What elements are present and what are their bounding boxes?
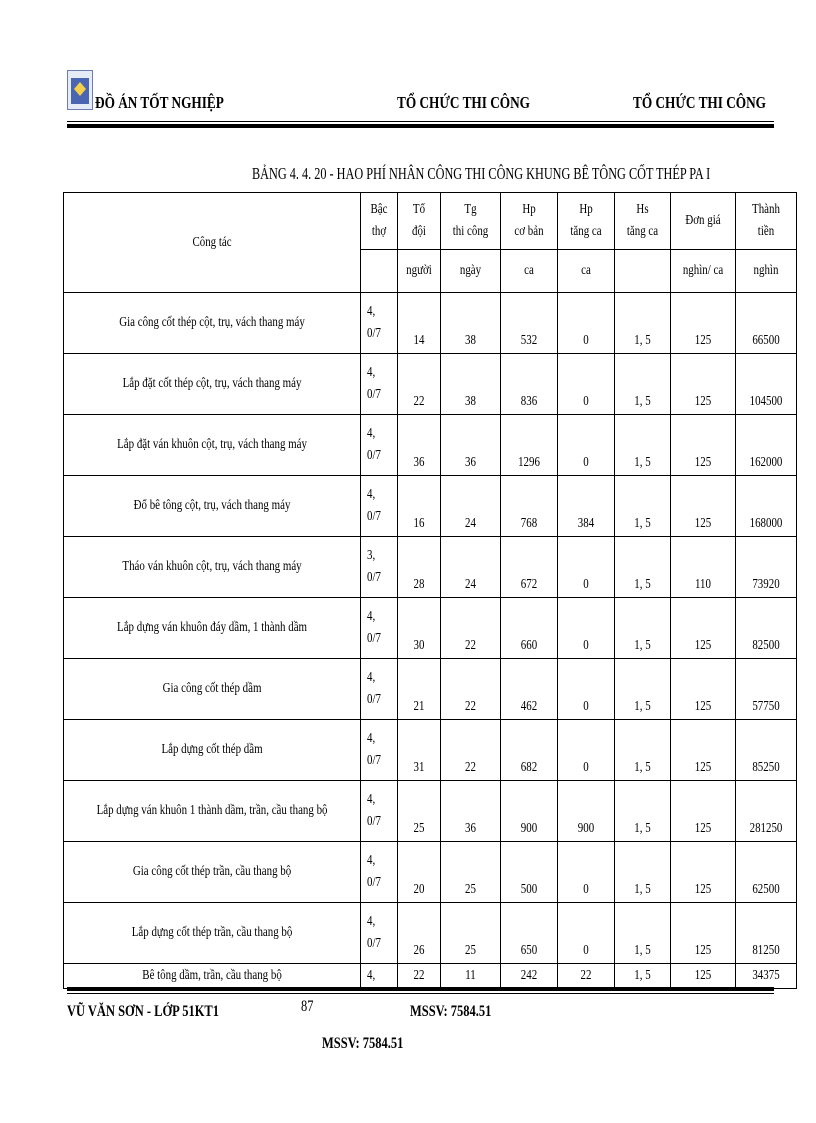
cell-bac-tho: 4, 0/7	[361, 720, 398, 781]
cell-cong-tac: Gia công cốt thép trần, cầu thang bộ	[64, 842, 361, 903]
cell-tg: 22	[441, 659, 501, 720]
header-rule-thin	[67, 121, 774, 122]
cell-hs: 1, 5	[615, 537, 671, 598]
cell-tg: 24	[441, 476, 501, 537]
cell-thanh-tien: 81250	[736, 903, 797, 964]
table-row	[64, 964, 797, 989]
cell-cong-tac: Lắp đặt cốt thép cột, trụ, vách thang máy	[64, 354, 361, 415]
cell-bac-tho: 4, 0/7	[361, 842, 398, 903]
cell-thanh-tien: 85250	[736, 720, 797, 781]
cell-thanh-tien: 82500	[736, 598, 797, 659]
cell-cong-tac: Đổ bê tông cột, trụ, vách thang máy	[64, 476, 361, 537]
unit-thanh-tien: nghìn	[736, 250, 797, 293]
cell-hs: 1, 5	[615, 720, 671, 781]
cell-tg: 25	[441, 903, 501, 964]
cell-tg: 22	[441, 598, 501, 659]
col-header-don-gia: Đơn giá	[671, 193, 736, 250]
cell-cong-tac: Gia công cốt thép cột, trụ, vách thang máy	[64, 293, 361, 354]
cell-bac-tho: 4, 0/7	[361, 659, 398, 720]
cell-cong-tac: Lắp dựng cốt thép dầm	[64, 720, 361, 781]
cell-bac-tho: 4, 0/7	[361, 293, 398, 354]
cell-hp-tc: 0	[558, 720, 615, 781]
cell-hs: 1, 5	[615, 293, 671, 354]
cell-bac-tho: 4, 0/7	[361, 903, 398, 964]
table-row	[64, 598, 797, 659]
table-title: BẢNG 4. 4. 20 - HAO PHÍ NHÂN CÔNG THI CÔNG KHUNG BÊ TÔNG CỐT THÉP PA I	[252, 164, 711, 183]
table-row	[64, 720, 797, 781]
cell-don-gia: 125	[671, 476, 736, 537]
cell-tg: 38	[441, 354, 501, 415]
cell-bac-tho: 4, 0/7	[361, 354, 398, 415]
cell-hp-cb: 768	[501, 476, 558, 537]
table-row	[64, 476, 797, 537]
cell-hs: 1, 5	[615, 964, 671, 989]
cell-hp-cb: 900	[501, 781, 558, 842]
table-header-row	[64, 193, 797, 250]
cell-to-doi: 14	[398, 293, 441, 354]
cell-cong-tac: Bê tông dầm, trần, cầu thang bộ	[64, 964, 361, 989]
cell-hs: 1, 5	[615, 598, 671, 659]
cell-cong-tac: Lắp dựng ván khuôn đáy dầm, 1 thành dầm	[64, 598, 361, 659]
cell-to-doi: 20	[398, 842, 441, 903]
col-header-tg: Tg thi công	[441, 193, 501, 250]
cell-to-doi: 22	[398, 354, 441, 415]
cell-hp-cb: 660	[501, 598, 558, 659]
cell-don-gia: 125	[671, 659, 736, 720]
cell-hs: 1, 5	[615, 476, 671, 537]
footer-mssv: MSSV: 7584.51	[410, 1003, 492, 1020]
cell-thanh-tien: 281250	[736, 781, 797, 842]
cell-cong-tac: Tháo ván khuôn cột, trụ, vách thang máy	[64, 537, 361, 598]
cell-tg: 25	[441, 842, 501, 903]
cell-hs: 1, 5	[615, 781, 671, 842]
col-header-hp-tang-ca: Hp tăng ca	[558, 193, 615, 250]
cell-hp-cb: 1296	[501, 415, 558, 476]
cell-don-gia: 125	[671, 781, 736, 842]
footer-rule-thick	[67, 987, 774, 991]
cell-don-gia: 125	[671, 903, 736, 964]
cell-don-gia: 125	[671, 293, 736, 354]
cell-tg: 22	[441, 720, 501, 781]
cell-don-gia: 125	[671, 842, 736, 903]
col-header-cong-tac: Công tác	[64, 193, 361, 293]
cell-to-doi: 22	[398, 964, 441, 989]
cell-hp-tc: 0	[558, 415, 615, 476]
table-row	[64, 537, 797, 598]
table-row	[64, 903, 797, 964]
cell-tg: 38	[441, 293, 501, 354]
cell-hp-cb: 836	[501, 354, 558, 415]
unit-hp-co-ban: ca	[501, 250, 558, 293]
cell-hp-cb: 500	[501, 842, 558, 903]
unit-don-gia: nghìn/ ca	[671, 250, 736, 293]
cell-thanh-tien: 57750	[736, 659, 797, 720]
header-left-title: ĐỒ ÁN TỐT NGHIỆP	[95, 93, 224, 112]
cell-to-doi: 31	[398, 720, 441, 781]
cell-hp-tc: 0	[558, 842, 615, 903]
footer-mssv-secondary: MSSV: 7584.51	[322, 1035, 404, 1052]
col-header-bac-tho: Bậc thợ	[361, 193, 398, 250]
table-row	[64, 659, 797, 720]
cell-to-doi: 21	[398, 659, 441, 720]
cell-bac-tho: 4,	[361, 964, 398, 989]
table-row	[64, 354, 797, 415]
cell-tg: 11	[441, 964, 501, 989]
footer-author: VŨ VĂN SƠN - LỚP 51KT1	[67, 1003, 219, 1020]
cell-hp-tc: 22	[558, 964, 615, 989]
cell-hp-cb: 462	[501, 659, 558, 720]
unit-to-doi: người	[398, 250, 441, 293]
table-row	[64, 781, 797, 842]
cell-to-doi: 36	[398, 415, 441, 476]
cell-hp-tc: 0	[558, 903, 615, 964]
cell-tg: 24	[441, 537, 501, 598]
cell-to-doi: 28	[398, 537, 441, 598]
footer-rule-thin	[67, 993, 774, 994]
cell-cong-tac: Lắp đặt ván khuôn cột, trụ, vách thang máy	[64, 415, 361, 476]
header-rule-thick	[67, 124, 774, 128]
cell-don-gia: 125	[671, 964, 736, 989]
cell-thanh-tien: 168000	[736, 476, 797, 537]
cell-hs: 1, 5	[615, 903, 671, 964]
cell-hs: 1, 5	[615, 415, 671, 476]
cell-hs: 1, 5	[615, 842, 671, 903]
unit-tg: ngày	[441, 250, 501, 293]
cell-don-gia: 125	[671, 598, 736, 659]
cell-hp-cb: 532	[501, 293, 558, 354]
cell-hp-tc: 0	[558, 354, 615, 415]
cell-to-doi: 16	[398, 476, 441, 537]
cell-bac-tho: 4, 0/7	[361, 476, 398, 537]
cell-thanh-tien: 73920	[736, 537, 797, 598]
cell-hs: 1, 5	[615, 354, 671, 415]
page-number: 87	[301, 998, 314, 1015]
cell-bac-tho: 3, 0/7	[361, 537, 398, 598]
cell-hp-tc: 0	[558, 659, 615, 720]
header-center-title: TỔ CHỨC THI CÔNG	[397, 93, 530, 112]
cell-bac-tho: 4, 0/7	[361, 415, 398, 476]
university-logo	[67, 70, 93, 110]
cell-hp-tc: 384	[558, 476, 615, 537]
cell-tg: 36	[441, 415, 501, 476]
cell-don-gia: 110	[671, 537, 736, 598]
col-header-to-doi: Tổ đội	[398, 193, 441, 250]
table-row	[64, 842, 797, 903]
unit-hs	[615, 250, 671, 293]
cell-thanh-tien: 104500	[736, 354, 797, 415]
table-row	[64, 293, 797, 354]
cell-cong-tac: Lắp dựng cốt thép trần, cầu thang bộ	[64, 903, 361, 964]
cell-cong-tac: Gia công cốt thép dầm	[64, 659, 361, 720]
cell-thanh-tien: 34375	[736, 964, 797, 989]
cell-thanh-tien: 62500	[736, 842, 797, 903]
cell-hp-cb: 672	[501, 537, 558, 598]
col-header-thanh-tien: Thành tiền	[736, 193, 797, 250]
unit-hp-tang-ca: ca	[558, 250, 615, 293]
cell-hp-cb: 650	[501, 903, 558, 964]
col-header-hp-co-ban: Hp cơ bản	[501, 193, 558, 250]
cell-hp-cb: 242	[501, 964, 558, 989]
cell-hp-tc: 900	[558, 781, 615, 842]
cell-thanh-tien: 162000	[736, 415, 797, 476]
table-row	[64, 415, 797, 476]
cell-hp-cb: 682	[501, 720, 558, 781]
cell-don-gia: 125	[671, 415, 736, 476]
cell-don-gia: 125	[671, 720, 736, 781]
cell-to-doi: 26	[398, 903, 441, 964]
cell-hp-tc: 0	[558, 537, 615, 598]
cell-tg: 36	[441, 781, 501, 842]
cell-bac-tho: 4, 0/7	[361, 781, 398, 842]
labor-cost-table	[63, 192, 797, 989]
cell-cong-tac: Lắp dựng ván khuôn 1 thành dầm, trần, cầu thang bộ	[64, 781, 361, 842]
cell-don-gia: 125	[671, 354, 736, 415]
unit-bac-tho	[361, 250, 398, 293]
cell-to-doi: 30	[398, 598, 441, 659]
col-header-hs-tang-ca: Hs tăng ca	[615, 193, 671, 250]
cell-hs: 1, 5	[615, 659, 671, 720]
cell-bac-tho: 4, 0/7	[361, 598, 398, 659]
header-right-title: TỔ CHỨC THI CÔNG	[633, 93, 766, 112]
cell-thanh-tien: 66500	[736, 293, 797, 354]
cell-hp-tc: 0	[558, 598, 615, 659]
cell-hp-tc: 0	[558, 293, 615, 354]
cell-to-doi: 25	[398, 781, 441, 842]
